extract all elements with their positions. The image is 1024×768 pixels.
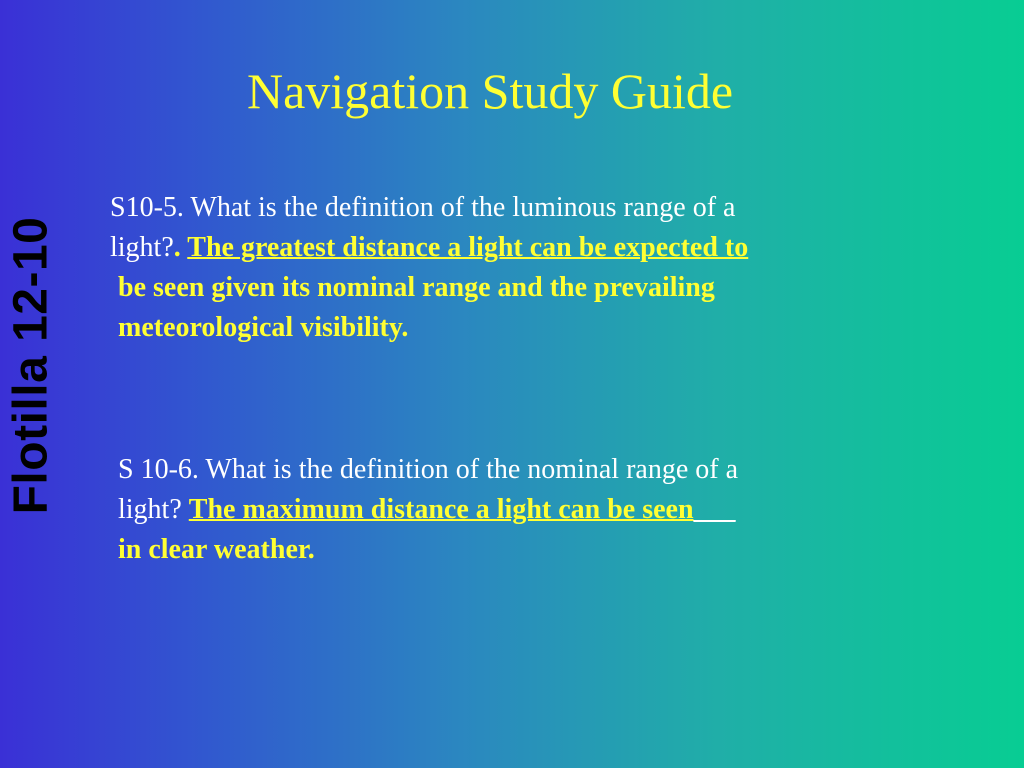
question-text-line2: [118, 490, 918, 530]
question-text-end: light?: [110, 232, 174, 263]
answer-line1: [187, 232, 748, 263]
question-text-end: light?: [118, 494, 189, 525]
question-s10-5: [110, 188, 910, 348]
answer-blank: ___: [693, 494, 736, 525]
answer-end: .: [401, 312, 409, 343]
answer-line1-text: The greatest distance a light can be expected to: [187, 232, 749, 263]
answer-line1: [189, 494, 694, 525]
side-label-text: Flotilla 12-10: [4, 216, 58, 514]
slide-title: Navigation Study Guide: [246, 63, 734, 119]
side-label: [2, 196, 60, 534]
question-s10-6: [118, 450, 918, 570]
answer-line2: in clear weather.: [118, 534, 315, 565]
question-text-line1: S 10-6. What is the definition of the nominal range of a: [118, 454, 739, 485]
answer-line1-text: The maximum distance a light can be seen: [188, 494, 694, 525]
question-text-line2: [110, 228, 910, 268]
answer-line3: [110, 308, 910, 348]
question-punct: .: [173, 232, 188, 263]
question-text-line1: S10-5. What is the definition of the luminous range of a: [110, 192, 736, 223]
answer-line2: be seen given its nominal range and the prevailing: [118, 272, 715, 303]
answer-line3-text: meteorological visibility: [118, 312, 402, 343]
